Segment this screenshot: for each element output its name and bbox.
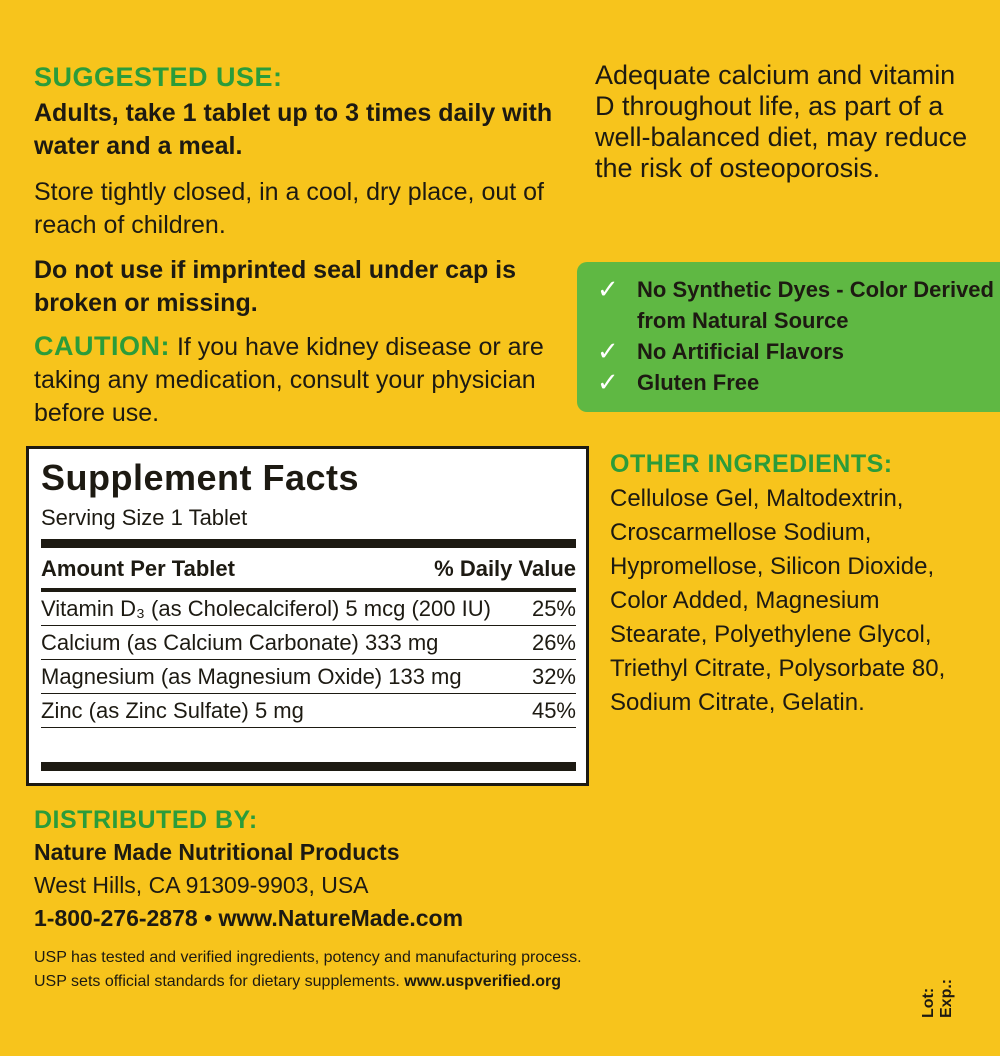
badge-label: No Artificial Flavors (637, 339, 845, 364)
nutrient-name: Zinc (as Zinc Sulfate) 5 mg (41, 698, 304, 723)
lot-label: Lot: (920, 987, 937, 1018)
suggested-use-directions: Adults, take 1 tablet up to 3 times daily with water and a meal. (34, 99, 553, 160)
checkmark-icon: ✓ (597, 274, 619, 304)
facts-row-zinc (41, 694, 576, 728)
nutrient-name: Magnesium (as Magnesium Oxide) 133 mg (41, 664, 462, 689)
badge-label: Gluten Free (637, 370, 760, 395)
facts-row-magnesium (41, 660, 576, 694)
daily-value-header: % Daily Value (434, 556, 576, 581)
caution-block (34, 330, 574, 430)
seal-warning: Do not use if imprinted seal under cap is broken or missing. (34, 256, 517, 317)
free-from-badge-box (577, 262, 1000, 412)
amount-per-tablet-header: Amount Per Tablet (41, 556, 235, 581)
distributed-by-heading: DISTRIBUTED BY: (34, 806, 258, 834)
nutrient-daily-value: 26% (531, 630, 576, 655)
facts-divider-thick (41, 539, 576, 548)
nutrient-name: Vitamin D₃ (as Cholecalciferol) 5 mcg (200 IU) (41, 596, 491, 621)
facts-column-header (41, 548, 576, 588)
badge-item-gluten-free (597, 367, 1000, 398)
usp-website-link: www.uspverified.org (404, 973, 562, 990)
distributor-company: Nature Made Nutritional Products (34, 839, 400, 865)
usp-statement (34, 946, 614, 994)
usp-line-1: USP has tested and verified ingredients, potency and manufacturing process. (34, 949, 582, 966)
supplement-facts-panel (26, 446, 589, 786)
distributor-contact: 1-800-276-2878 • www.NatureMade.com (34, 905, 464, 931)
facts-divider-bottom (41, 762, 576, 771)
distributor-address: West Hills, CA 91309-9903, USA (34, 872, 369, 898)
nutrient-daily-value: 45% (531, 698, 576, 723)
badge-item-no-artificial-flavors (597, 336, 1000, 367)
facts-row-vitamin-d3 (41, 592, 576, 626)
usp-line-2-text: USP sets official standards for dietary supplements. (34, 973, 405, 990)
other-ingredients-heading: OTHER INGREDIENTS: (610, 450, 893, 478)
serving-size: Serving Size 1 Tablet (41, 505, 248, 530)
nutrient-daily-value: 25% (531, 596, 576, 621)
lot-exp-area (920, 940, 955, 1020)
supplement-facts-title: Supplement Facts (41, 457, 360, 498)
exp-label: Exp.: (938, 978, 955, 1018)
other-ingredients-list: Cellulose Gel, Maltodextrin, Croscarmellose Sodium, Hypromellose, Silicon Dioxide, Color Added, Magnesium Stearate, Polyethylene Glycol, Triethyl Citrate, Polysorbate 80, Sodium Citrate, Gelatin. (610, 485, 946, 716)
suggested-use-heading: SUGGESTED USE: (34, 62, 283, 92)
health-claim: Adequate calcium and vitamin D throughout life, as part of a well-balanced diet, may reduce the risk of osteoporosis. (595, 60, 968, 183)
storage-instructions: Store tightly closed, in a cool, dry place, out of reach of children. (34, 178, 544, 239)
nutrient-daily-value: 32% (531, 664, 576, 689)
checkmark-icon: ✓ (597, 336, 619, 366)
badge-item-no-synthetic-dyes (597, 274, 1000, 336)
checkmark-icon: ✓ (597, 367, 619, 397)
nutrient-name: Calcium (as Calcium Carbonate) 333 mg (41, 630, 439, 655)
caution-heading: CAUTION: (34, 331, 170, 361)
caution-text: If you have kidney disease or are taking any medication, consult your physician before use. (34, 333, 544, 427)
badge-label: No Synthetic Dyes - Color Derived from Natural Source (637, 277, 994, 333)
facts-row-calcium (41, 626, 576, 660)
usp-line-2 (34, 970, 614, 994)
